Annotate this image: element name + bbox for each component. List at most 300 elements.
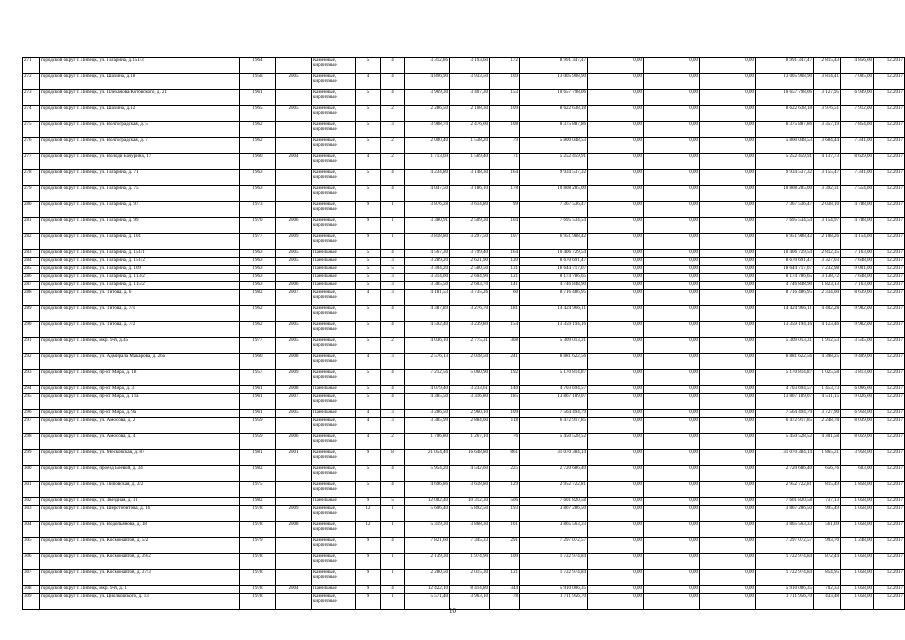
cell-residents: 109: [490, 106, 520, 122]
cell-total-area: 3 312,86: [405, 58, 450, 74]
cell-owners-cost: 4 746 848,90: [756, 282, 814, 290]
cell-row-number: 276: [23, 138, 40, 154]
cell-entrances: 1: [381, 218, 405, 234]
cell-total-area: 3 969,30: [405, 90, 450, 106]
cell-year-built: 1961: [240, 394, 276, 410]
cell-total-area: 4 896,90: [405, 74, 450, 90]
cell-living-area: 3 933,50: [450, 74, 490, 90]
cell-entrances: 4: [381, 466, 405, 482]
cell-owners-cost: 10 657 798,06: [756, 90, 814, 106]
cell-living-area: 16 648,80: [450, 450, 490, 466]
cell-floors: 5: [356, 186, 381, 202]
cell-municipal-budget-cost: 0,00: [700, 570, 756, 586]
cell-address: городской округ г. Липецк, ул. Космонавтов, д. 5/2: [40, 538, 240, 554]
cell-max-cost-per-sqm: 8 039,00: [841, 418, 874, 434]
cell-fund-reform-cost: 0,00: [588, 450, 644, 466]
cell-fund-reform-cost: 0,00: [588, 386, 644, 394]
cell-total-cost: 5 450 528,52: [520, 434, 588, 450]
cell-total-area: 4 181,53: [405, 290, 450, 306]
cell-owners-cost: 5 252 459,91: [756, 154, 814, 170]
cell-year-built: 1963: [240, 250, 276, 258]
cell-completion-date: 12.2017: [874, 554, 905, 570]
cell-max-cost-per-sqm: 1 058,00: [841, 586, 874, 594]
cell-completion-date: 12.2017: [874, 306, 905, 322]
cell-entrances: 3: [381, 258, 405, 266]
cell-fund-reform-cost: 0,00: [588, 466, 644, 482]
cell-total-cost: 2 720 686,40: [520, 466, 588, 482]
cell-max-cost-per-sqm: 7 648,00: [841, 258, 874, 266]
cell-owners-cost: 2 952 722,81: [756, 482, 814, 498]
cell-regional-budget-cost: 0,00: [644, 322, 700, 338]
cell-fund-reform-cost: 0,00: [588, 394, 644, 410]
cell-wall-material: Каменные, кирпичные: [312, 522, 356, 538]
cell-owners-cost: 7 297 072,57: [756, 538, 814, 554]
cell-regional-budget-cost: 0,00: [644, 282, 700, 290]
cell-max-cost-per-sqm: 7 341,00: [841, 138, 874, 154]
cell-residents: 153: [490, 90, 520, 106]
cell-entrances: 4: [381, 186, 405, 202]
cell-max-cost-per-sqm: 7 341,00: [841, 170, 874, 186]
cell-address: городской округ г. Липецк, ул. Звездная, д. 11: [40, 498, 240, 506]
cell-total-area: 3 286,50: [405, 410, 450, 418]
cell-living-area: 2 015,30: [450, 570, 490, 586]
cell-cost-per-sqm: 3 138,72: [814, 274, 841, 282]
cell-wall-material: Каменные, кирпичные: [312, 370, 356, 386]
cell-wall-material: Каменные, кирпичные: [312, 338, 356, 354]
cell-floors: 4: [356, 354, 381, 370]
cell-municipal-budget-cost: 0,00: [700, 122, 756, 138]
cell-completion-date: 12.2017: [874, 570, 905, 586]
cell-total-cost: 1 722 974,84: [520, 554, 588, 570]
cell-residents: 121: [490, 570, 520, 586]
cell-address: городской округ г. Липецк, ул. Космонавтов, д. 37/3: [40, 570, 240, 586]
cell-residents: 140: [490, 386, 520, 394]
cell-row-number: 271: [23, 58, 40, 74]
cell-residents: 169: [490, 74, 520, 90]
cell-wall-material: Каменные, кирпичные: [312, 138, 356, 154]
cell-regional-budget-cost: 0,00: [644, 418, 700, 434]
cell-max-cost-per-sqm: 6 066,00: [841, 386, 874, 394]
cell-year-built: 1981: [240, 450, 276, 466]
cell-max-cost-per-sqm: 6 949,00: [841, 90, 874, 106]
cell-wall-material: Каменные, кирпичные: [312, 74, 356, 90]
cell-floors: 5: [356, 138, 381, 154]
cell-completion-date: 12.2017: [874, 386, 905, 394]
cell-address: городской округ г. Липецк, ул. Водопьянова, д. 18: [40, 522, 240, 538]
cell-year-renovated: [276, 538, 312, 554]
cell-row-number: 299: [23, 450, 40, 466]
cell-fund-reform-cost: 0,00: [588, 570, 644, 586]
cell-municipal-budget-cost: 0,00: [700, 202, 756, 218]
cell-address: городской округ г. Липецк, ул. Циолковского, д. 13: [40, 594, 240, 610]
cell-owners-cost: 1 722 974,84: [756, 570, 814, 586]
cell-max-cost-per-sqm: 4 788,00: [841, 202, 874, 218]
cell-residents: 78: [490, 594, 520, 610]
cell-address: городской округ г. Липецк, пр-кт Мира, д. 9а: [40, 410, 240, 418]
cell-completion-date: 12.2017: [874, 290, 905, 306]
table-row: [23, 122, 905, 138]
cell-row-number: 291: [23, 338, 40, 354]
cell-residents: 131: [490, 266, 520, 274]
cell-cost-per-sqm: 2 248,78: [814, 418, 841, 434]
cell-year-built: 1961: [240, 410, 276, 418]
cell-completion-date: 12.2017: [874, 138, 905, 154]
cell-wall-material: Каменные, кирпичные: [312, 290, 356, 306]
cell-entrances: 8: [381, 450, 405, 466]
cell-residents: 107: [490, 234, 520, 250]
cell-residents: 225: [490, 466, 520, 482]
table-row: [23, 554, 905, 570]
cell-address: городской округ г. Липецк, ул. Гагарина, д. 151/1: [40, 250, 240, 258]
cell-living-area: 3 868,30: [450, 522, 490, 538]
cell-fund-reform-cost: 0,00: [588, 274, 644, 282]
cell-fund-reform-cost: 0,00: [588, 74, 644, 90]
cell-floors: 4: [356, 434, 381, 450]
cell-year-built: 1978: [240, 554, 276, 570]
cell-fund-reform-cost: 0,00: [588, 58, 644, 74]
cell-completion-date: 12.2017: [874, 122, 905, 138]
cell-total-area: 2 000,40: [405, 138, 450, 154]
cell-fund-reform-cost: 0,00: [588, 186, 644, 202]
cell-max-cost-per-sqm: 1 058,00: [841, 522, 874, 538]
cell-municipal-budget-cost: 0,00: [700, 58, 756, 74]
cell-wall-material: Каменные, кирпичные: [312, 570, 356, 586]
cell-municipal-budget-cost: 0,00: [700, 498, 756, 506]
cell-max-cost-per-sqm: 1 058,00: [841, 594, 874, 610]
cell-year-built: 1962: [240, 122, 276, 138]
cell-fund-reform-cost: 0,00: [588, 90, 644, 106]
cell-total-area: 1 706,80: [405, 434, 450, 450]
cell-completion-date: 12.2017: [874, 90, 905, 106]
cell-total-cost: 3 867 286,50: [520, 506, 588, 522]
cell-residents: 109: [490, 410, 520, 418]
cell-cost-per-sqm: 3 976,51: [814, 106, 841, 122]
cell-owners-cost: 31 070 384,14: [756, 450, 814, 466]
cell-fund-reform-cost: 0,00: [588, 554, 644, 570]
cell-year-renovated: 2006: [276, 282, 312, 290]
table-row: [23, 386, 905, 394]
cell-completion-date: 12.2017: [874, 250, 905, 258]
cell-regional-budget-cost: 0,00: [644, 138, 700, 154]
table-row: [23, 394, 905, 410]
cell-total-area: 3 314,00: [405, 274, 450, 282]
cell-total-area: 3 380,91: [405, 218, 450, 234]
cell-wall-material: Панельные: [312, 386, 356, 394]
cell-entrances: 5: [381, 498, 405, 506]
cell-fund-reform-cost: 0,00: [588, 354, 644, 370]
cell-total-area: 4 385,50: [405, 394, 450, 410]
cell-living-area: 1 974,90: [450, 554, 490, 570]
cell-year-renovated: [276, 202, 312, 218]
cell-wall-material: Каменные, кирпичные: [312, 506, 356, 522]
cell-entrances: 4: [381, 74, 405, 90]
cell-year-built: 1982: [240, 290, 276, 306]
table-row: [23, 506, 905, 522]
cell-floors: 5: [356, 282, 381, 290]
cell-residents: 100: [490, 554, 520, 570]
cell-living-area: 2 168,30: [450, 106, 490, 122]
cell-regional-budget-cost: 0,00: [644, 266, 700, 274]
cell-row-number: 290: [23, 322, 40, 338]
cell-living-area: 3 193,60: [450, 58, 490, 74]
cell-wall-material: Панельные: [312, 258, 356, 266]
cell-floors: 5: [356, 250, 381, 258]
cell-floors: 5: [356, 258, 381, 266]
cell-wall-material: Каменные, кирпичные: [312, 538, 356, 554]
cell-address: городской округ г. Липецк, ул. Титова, д. 7/2: [40, 322, 240, 338]
cell-total-area: 12 422,10: [405, 586, 450, 594]
cell-floors: 9: [356, 586, 381, 594]
cell-living-area: 1 569,40: [450, 154, 490, 170]
cell-row-number: 279: [23, 186, 40, 202]
cell-year-renovated: [276, 274, 312, 282]
cell-completion-date: 12.2017: [874, 74, 905, 90]
cell-entrances: 1: [381, 594, 405, 610]
cell-completion-date: 12.2017: [874, 234, 905, 250]
cell-entrances: 3: [381, 410, 405, 418]
cell-cost-per-sqm: 702,33: [814, 586, 841, 594]
cell-floors: 5: [356, 122, 381, 138]
cell-total-cost: 10 406 729,54: [520, 250, 588, 258]
cell-living-area: 2 775,31: [450, 338, 490, 354]
cell-total-area: 5 319,30: [405, 522, 450, 538]
cell-address: городской округ г. Липецк, мкр. 9-й, д. 1: [40, 586, 240, 594]
cell-wall-material: Каменные, кирпичные: [312, 450, 356, 466]
cell-entrances: 2: [381, 138, 405, 154]
cell-total-cost: 14 424 966,11: [520, 306, 588, 322]
cell-address: городской округ г. Липецк, ул. Амосова, д. 4: [40, 434, 240, 450]
cell-wall-material: Каменные, кирпичные: [312, 58, 356, 74]
cell-residents: 79: [490, 138, 520, 154]
cell-regional-budget-cost: 0,00: [644, 74, 700, 90]
cell-total-cost: 6 951 988,42: [520, 234, 588, 250]
cell-fund-reform-cost: 0,00: [588, 234, 644, 250]
cell-municipal-budget-cost: 0,00: [700, 282, 756, 290]
cell-year-renovated: 2008: [276, 386, 312, 394]
cell-address: городской округ г. Липецк, ул. Адмирала Макарова, д. 26а: [40, 354, 240, 370]
cell-completion-date: 12.2017: [874, 594, 905, 610]
cell-entrances: 4: [381, 322, 405, 338]
cell-owners-cost: 13 005 908,90: [756, 74, 814, 90]
cell-entrances: 2: [381, 106, 405, 122]
cell-regional-budget-cost: 0,00: [644, 386, 700, 394]
cell-address: городской округ г. Липецк, ул. Волгоградская, д. 5: [40, 122, 240, 138]
cell-living-area: 2 884,60: [450, 418, 490, 434]
cell-owners-cost: 7 601 820,58: [756, 498, 814, 506]
cell-total-area: 21 054,40: [405, 450, 450, 466]
cell-fund-reform-cost: 0,00: [588, 522, 644, 538]
cell-entrances: 5: [381, 266, 405, 274]
cell-total-cost: 8 881 622,56: [520, 354, 588, 370]
cell-total-area: 2 280,50: [405, 570, 450, 586]
cell-fund-reform-cost: 0,00: [588, 170, 644, 186]
cell-total-cost: 13 359 194,16: [520, 322, 588, 338]
cell-year-renovated: 2005: [276, 74, 312, 90]
cell-completion-date: 12.2017: [874, 266, 905, 274]
cell-total-area: 3 289,20: [405, 258, 450, 266]
cell-year-built: 1963: [240, 266, 276, 274]
cell-total-cost: 5 170 814,87: [520, 370, 588, 386]
cell-cost-per-sqm: 3 727,90: [814, 410, 841, 418]
cell-row-number: 297: [23, 418, 40, 434]
cell-address: городской округ г. Липецк, ул. Шерстобитова, д. 16: [40, 506, 240, 522]
cell-floors: 5: [356, 106, 381, 122]
cell-row-number: 293: [23, 370, 40, 386]
cell-fund-reform-cost: 0,00: [588, 290, 644, 306]
cell-address: городской округ г. Липецк, ул. Гагарина, д.151/3: [40, 58, 240, 74]
cell-owners-cost: 3 867 286,50: [756, 506, 814, 522]
cell-total-area: 5 606,40: [405, 506, 450, 522]
cell-year-built: 1982: [240, 466, 276, 482]
cell-completion-date: 12.2017: [874, 218, 905, 234]
cell-total-area: 12 082,40: [405, 498, 450, 506]
table-row: [23, 322, 905, 338]
cell-entrances: 3: [381, 274, 405, 282]
cell-year-renovated: [276, 138, 312, 154]
cell-wall-material: Каменные, кирпичные: [312, 418, 356, 434]
cell-regional-budget-cost: 0,00: [644, 370, 700, 386]
cell-year-built: 1979: [240, 538, 276, 554]
cell-row-number: 272: [23, 74, 40, 90]
cell-total-cost: 10 657 798,06: [520, 90, 588, 106]
cell-row-number: 304: [23, 522, 40, 538]
table-row: [23, 90, 905, 106]
cell-year-renovated: 2008: [276, 354, 312, 370]
cell-floors: 5: [356, 386, 381, 394]
cell-address: городской округ г. Липецк, ул. Володи Бачурина, 17: [40, 154, 240, 170]
cell-municipal-budget-cost: 0,00: [700, 186, 756, 202]
cell-completion-date: 12.2017: [874, 450, 905, 466]
cell-owners-cost: 8 881 622,56: [756, 354, 814, 370]
cell-floors: 4: [356, 290, 381, 306]
cell-fund-reform-cost: 0,00: [588, 250, 644, 258]
cell-entrances: 3: [381, 290, 405, 306]
cell-owners-cost: 8 991 347,47: [756, 58, 814, 74]
cell-year-renovated: [276, 306, 312, 322]
cell-address: городской округ г. Липецк, ул. Гагарина, д. 101: [40, 234, 240, 250]
cell-max-cost-per-sqm: 9 982,00: [841, 322, 874, 338]
cell-max-cost-per-sqm: 1 058,00: [841, 506, 874, 522]
cell-municipal-budget-cost: 0,00: [700, 450, 756, 466]
cell-residents: 99: [490, 202, 520, 218]
cell-owners-cost: 7 695 534,54: [756, 218, 814, 234]
cell-entrances: 4: [381, 586, 405, 594]
cell-regional-budget-cost: 0,00: [644, 538, 700, 554]
cell-total-cost: 18 644 717,07: [520, 266, 588, 274]
cell-entrances: 2: [381, 434, 405, 450]
cell-address: городской округ г. Липецк, ул. Гагарина, д. 115/2: [40, 282, 240, 290]
cell-total-cost: 3 865 563,33: [520, 522, 588, 538]
cell-total-cost: 7 601 820,58: [520, 498, 588, 506]
cell-completion-date: 12.2017: [874, 338, 905, 354]
cell-max-cost-per-sqm: 3 545,00: [841, 338, 874, 354]
cell-residents: 164: [490, 250, 520, 258]
cell-fund-reform-cost: 0,00: [588, 154, 644, 170]
cell-year-built: 1959: [240, 434, 276, 450]
cell-completion-date: 12.2017: [874, 482, 905, 498]
cell-row-number: 302: [23, 498, 40, 506]
cell-completion-date: 12.2017: [874, 410, 905, 418]
cell-address: городской округ г. Липецк, ул. Титова, д. 6: [40, 290, 240, 306]
cell-entrances: 3: [381, 418, 405, 434]
cell-cost-per-sqm: 561,69: [814, 522, 841, 538]
cell-residents: 164: [490, 170, 520, 186]
cell-municipal-budget-cost: 0,00: [700, 250, 756, 258]
table-row: [23, 482, 905, 498]
cell-living-area: 2 603,70: [450, 282, 490, 290]
cell-row-number: 288: [23, 290, 40, 306]
cell-owners-cost: 6 472 917,85: [756, 418, 814, 434]
cell-floors: 9: [356, 498, 381, 506]
cell-cost-per-sqm: 3 814,41: [814, 74, 841, 90]
cell-row-number: 275: [23, 122, 40, 138]
cell-regional-budget-cost: 0,00: [644, 594, 700, 610]
cell-owners-cost: 13 359 194,16: [756, 322, 814, 338]
cell-municipal-budget-cost: 0,00: [700, 434, 756, 450]
cell-max-cost-per-sqm: 7 854,00: [841, 122, 874, 138]
cell-owners-cost: 1 722 974,84: [756, 554, 814, 570]
cell-year-renovated: 2005: [276, 338, 312, 354]
cell-municipal-budget-cost: 0,00: [700, 554, 756, 570]
cell-owners-cost: 5 450 528,52: [756, 434, 814, 450]
cell-municipal-budget-cost: 0,00: [700, 594, 756, 610]
cell-living-area: 3 276,70: [450, 306, 490, 322]
cell-floors: 9: [356, 554, 381, 570]
cell-residents: 161: [490, 522, 520, 538]
cell-year-renovated: 2007: [276, 394, 312, 410]
cell-regional-budget-cost: 0,00: [644, 586, 700, 594]
cell-regional-budget-cost: 0,00: [644, 506, 700, 522]
cell-residents: 60: [490, 290, 520, 306]
cell-row-number: 301: [23, 482, 40, 498]
cell-wall-material: Каменные, кирпичные: [312, 434, 356, 450]
cell-entrances: 4: [381, 170, 405, 186]
table-row: [23, 410, 905, 418]
cell-regional-budget-cost: 0,00: [644, 234, 700, 250]
cell-year-renovated: [276, 122, 312, 138]
cell-regional-budget-cost: 0,00: [644, 450, 700, 466]
cell-year-renovated: 2006: [276, 434, 312, 450]
cell-cost-per-sqm: 854,95: [814, 570, 841, 586]
cell-row-number: 305: [23, 538, 40, 554]
cell-entrances: 1: [381, 570, 405, 586]
cell-year-renovated: [276, 186, 312, 202]
cell-regional-budget-cost: 0,00: [644, 170, 700, 186]
cell-total-cost: 7 297 072,57: [520, 538, 588, 554]
cell-regional-budget-cost: 0,00: [644, 154, 700, 170]
cell-fund-reform-cost: 0,00: [588, 266, 644, 274]
cell-total-area: 4 387,89: [405, 306, 450, 322]
cell-residents: 181: [490, 306, 520, 322]
cell-regional-budget-cost: 0,00: [644, 90, 700, 106]
cell-wall-material: Каменные, кирпичные: [312, 306, 356, 322]
cell-cost-per-sqm: 656,76: [814, 466, 841, 482]
housing-registry-table: [22, 57, 905, 610]
cell-address: городской округ г. Липецк, пр-кт Мира, д. 3: [40, 386, 240, 394]
cell-total-cost: 7 367 536,47: [520, 202, 588, 218]
cell-wall-material: Каменные, кирпичные: [312, 354, 356, 370]
cell-regional-budget-cost: 0,00: [644, 554, 700, 570]
cell-total-area: 5 571,40: [405, 594, 450, 610]
cell-municipal-budget-cost: 0,00: [700, 394, 756, 410]
cell-regional-budget-cost: 0,00: [644, 570, 700, 586]
cell-row-number: 274: [23, 106, 40, 122]
cell-year-built: 1978: [240, 506, 276, 522]
table-row: [23, 586, 905, 594]
cell-total-cost: 2 952 722,81: [520, 482, 588, 498]
cell-cost-per-sqm: 2 334,00: [814, 290, 841, 306]
cell-address: городской округ г. Липецк, ул. Гагарина, д. 113/2: [40, 274, 240, 282]
